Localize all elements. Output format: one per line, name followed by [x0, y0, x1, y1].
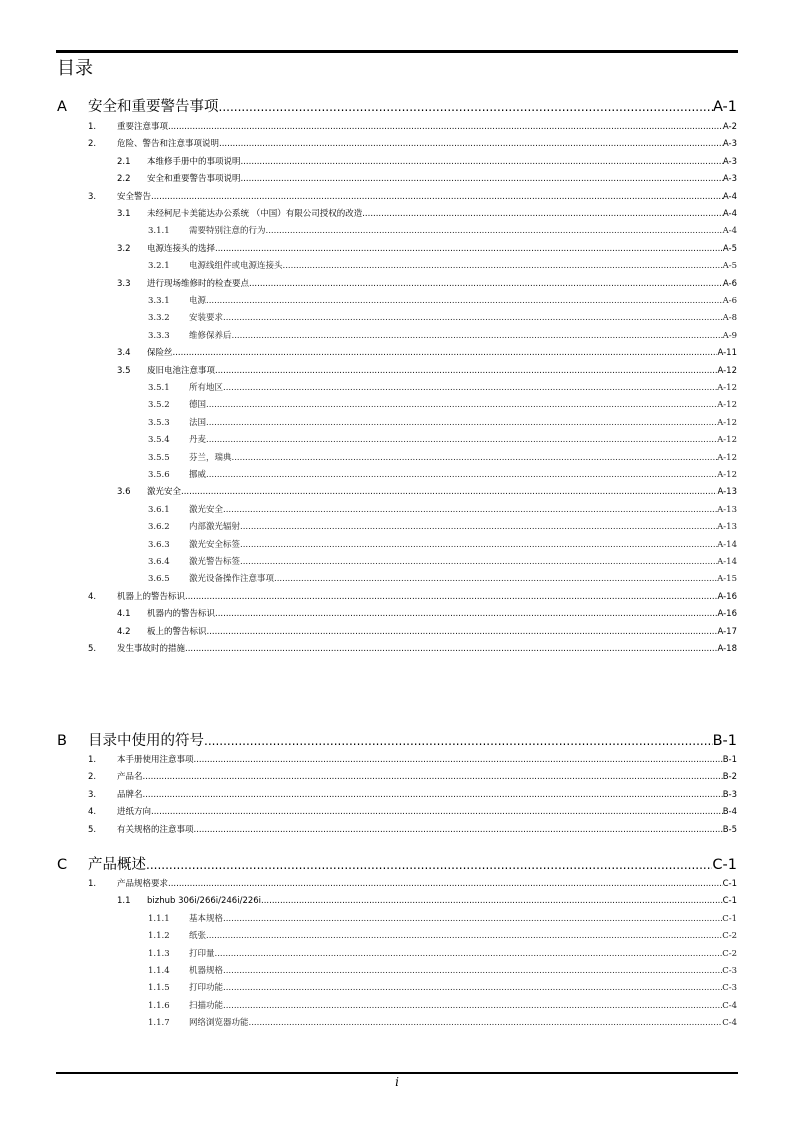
toc-entry[interactable] [148, 416, 737, 430]
entry-page-ref: C-1 [722, 913, 737, 924]
entry-page-ref: A-17 [717, 626, 737, 637]
leader-dots [194, 823, 723, 837]
entry-title: 安全和重要警告事项说明 [147, 174, 241, 185]
entry-number: 4. [88, 591, 97, 602]
toc-entry[interactable] [88, 590, 737, 604]
toc-entry[interactable] [148, 224, 737, 238]
entry-page-ref: A-5 [722, 243, 737, 254]
entry-title: 激光安全标签 [189, 539, 241, 550]
entry-title: 基本规格 [189, 913, 224, 924]
entry-title: 电源 [189, 296, 207, 306]
entry-page-ref: C-4 [722, 1018, 737, 1029]
leader-dots [204, 731, 713, 751]
leader-dots [206, 398, 717, 412]
entry-page-ref: A-9 [722, 330, 737, 341]
section-page-ref: C-1 [712, 857, 737, 873]
toc-entry[interactable] [88, 753, 737, 767]
toc-entry[interactable] [117, 172, 737, 186]
entry-number: 1.1.4 [148, 966, 170, 976]
leader-dots [223, 311, 723, 325]
entry-number: 3.6 [117, 487, 131, 498]
leader-dots [223, 381, 717, 395]
entry-page-ref: A-11 [717, 348, 737, 359]
entry-number: 5. [88, 644, 97, 654]
toc-entry[interactable] [117, 894, 737, 908]
section-title: 安全和重要警告事项 [88, 99, 219, 115]
toc-entry[interactable] [148, 555, 737, 569]
entry-number: 3.3 [117, 278, 131, 289]
toc-entry[interactable] [117, 364, 737, 378]
toc-entry[interactable] [88, 788, 737, 802]
section-page-ref: A-1 [712, 99, 737, 115]
toc-entry[interactable] [117, 485, 737, 499]
entry-number: 3.5.1 [148, 383, 170, 393]
entry-title: 安全警告 [117, 191, 152, 202]
entry-page-ref: A-3 [722, 174, 737, 185]
leader-dots [207, 625, 718, 639]
leader-dots [223, 912, 722, 926]
entry-number: 5. [88, 824, 97, 835]
entry-number: 3.4 [117, 348, 131, 359]
entry-number: 1. [88, 122, 97, 132]
toc-entry[interactable] [148, 398, 737, 412]
toc-entry[interactable] [148, 538, 737, 552]
entry-page-ref: A-3 [722, 139, 737, 150]
entry-title: 激光安全 [147, 487, 182, 498]
entry-title: 网络浏览器功能 [189, 1018, 249, 1029]
entry-number: 1.1.1 [148, 913, 170, 924]
entry-title: 机器上的警告标识 [117, 591, 186, 602]
toc-entry[interactable] [88, 120, 737, 134]
entry-page-ref: A-13 [717, 522, 737, 533]
entry-number: 2. [88, 772, 97, 783]
leader-dots [146, 855, 712, 875]
entry-title: 丹麦 [189, 435, 207, 446]
entry-title: 维修保养后 [189, 330, 232, 341]
leader-dots [206, 433, 717, 447]
entry-number: 1.1 [117, 896, 131, 907]
entry-page-ref: A-12 [717, 417, 737, 428]
entry-number: 3. [88, 789, 97, 800]
toc-entry[interactable] [148, 947, 737, 961]
toc-entry[interactable] [148, 964, 737, 978]
entry-page-ref: C-3 [722, 983, 737, 994]
leader-dots [223, 503, 717, 517]
leader-dots [219, 137, 723, 151]
toc-entry[interactable] [148, 929, 737, 943]
toc-entry[interactable] [148, 433, 737, 447]
toc-entry[interactable] [88, 877, 737, 891]
entry-number: 1.1.2 [148, 931, 170, 942]
toc-entry[interactable] [148, 912, 737, 926]
entry-number: 1. [88, 755, 97, 765]
toc-entry[interactable] [148, 503, 737, 517]
entry-number: 2.1 [117, 156, 131, 167]
entry-page-ref: C-1 [722, 896, 737, 907]
entry-page-ref: A-12 [717, 452, 737, 463]
entry-title: 纸张 [189, 931, 207, 942]
leader-dots [151, 190, 723, 204]
entry-page-ref: A-16 [717, 609, 737, 620]
entry-title: 安装要求 [189, 313, 224, 324]
entry-title: 机器规格 [189, 966, 224, 976]
entry-title: 挪威 [189, 470, 207, 480]
entry-page-ref: A-2 [722, 122, 737, 132]
leader-dots [206, 294, 723, 308]
toc-entry[interactable] [148, 468, 737, 482]
leader-dots [206, 468, 717, 482]
leader-dots [249, 277, 723, 291]
entry-number: 3.2.1 [148, 261, 170, 272]
entry-title: 危险、警告和注意事项说明 [117, 139, 220, 150]
entry-number: 4. [88, 807, 97, 818]
header-rule [56, 50, 738, 53]
leader-dots [223, 981, 722, 995]
entry-number: 3.5.2 [148, 400, 170, 411]
entry-number: 3.3.3 [148, 330, 170, 341]
leader-dots [240, 555, 717, 569]
toc-entry[interactable] [148, 329, 737, 343]
leader-dots [151, 805, 723, 819]
leader-dots [173, 346, 718, 360]
section-title: 产品概述 [88, 857, 146, 873]
leader-dots [223, 999, 722, 1013]
toc-entry[interactable] [117, 346, 737, 360]
leader-dots [283, 259, 723, 273]
page-title: 目录 [57, 58, 93, 79]
leader-dots [232, 329, 723, 343]
entry-page-ref: A-12 [717, 400, 737, 411]
entry-page-ref: A-15 [717, 574, 737, 585]
leader-dots [215, 242, 723, 256]
entry-title: 需要特别注意的行为 [189, 226, 266, 237]
toc-entry[interactable] [88, 137, 737, 151]
leader-dots [168, 877, 723, 891]
leader-dots [241, 155, 723, 169]
entry-page-ref: C-3 [722, 966, 737, 976]
leader-dots [215, 947, 723, 961]
entry-number: 3.5.3 [148, 417, 170, 428]
page-number: i [395, 1075, 399, 1089]
entry-number: 2.2 [117, 174, 131, 185]
entry-page-ref: B-2 [722, 772, 737, 783]
entry-title: 重要注意事项 [117, 122, 169, 132]
leader-dots [362, 207, 723, 221]
entry-number: 1.1.7 [148, 1018, 170, 1029]
toc-entry[interactable] [148, 294, 737, 308]
leader-dots [232, 451, 718, 465]
toc-entry[interactable] [88, 770, 737, 784]
toc-entry[interactable] [117, 242, 737, 256]
entry-page-ref: A-4 [722, 209, 737, 219]
entry-title: 保险丝 [147, 348, 173, 359]
leader-dots [261, 894, 723, 908]
entry-title: 板上的警告标识 [147, 626, 207, 637]
entry-title: 电源线组件或电源连接头 [189, 261, 283, 272]
entry-page-ref: B-4 [722, 807, 737, 818]
entry-number: 1. [88, 879, 97, 889]
entry-number: 3.1.1 [148, 226, 170, 237]
leader-dots [194, 753, 723, 767]
footer-rule [56, 1072, 738, 1074]
leader-dots [143, 770, 723, 784]
entry-title: 电源连接头的选择 [147, 243, 216, 254]
leader-dots [240, 538, 717, 552]
entry-page-ref: A-12 [717, 435, 737, 446]
leader-dots [249, 1016, 723, 1030]
toc-entry[interactable] [148, 259, 737, 273]
entry-title: 内部激光辐射 [189, 522, 241, 533]
entry-number: 3. [88, 191, 97, 202]
section-letter: A [57, 99, 67, 115]
toc-entry[interactable] [88, 805, 737, 819]
entry-number: 3.6.5 [148, 574, 170, 585]
entry-number: 2. [88, 139, 97, 150]
entry-number: 3.6.1 [148, 504, 170, 515]
entry-page-ref: B-1 [722, 755, 737, 765]
section-title: 目录中使用的符号 [88, 733, 204, 749]
entry-title: bizhub 306i/266i/246i/226i [147, 896, 262, 907]
entry-page-ref: A-12 [717, 470, 737, 480]
entry-number: 3.6.4 [148, 557, 170, 567]
entry-title: 芬兰，瑞典 [189, 452, 232, 463]
entry-title: 进纸方向 [117, 807, 152, 818]
leader-dots [181, 485, 717, 499]
entry-page-ref: A-13 [717, 504, 737, 515]
leader-dots [215, 607, 717, 621]
toc-entry[interactable] [117, 155, 737, 169]
toc-entry[interactable] [148, 381, 737, 395]
toc-section-a[interactable] [57, 97, 737, 117]
toc-entry[interactable] [148, 520, 737, 534]
leader-dots [219, 97, 713, 117]
toc-entry[interactable] [148, 311, 737, 325]
leader-dots [223, 964, 722, 978]
entry-title: 有关规格的注意事项 [117, 824, 194, 835]
entry-page-ref: A-3 [722, 156, 737, 167]
entry-number: 4.1 [117, 609, 131, 620]
section-letter: C [57, 857, 68, 873]
entry-title: 激光安全 [189, 504, 224, 515]
leader-dots [240, 520, 717, 534]
leader-dots [206, 929, 722, 943]
entry-title: 激光警告标签 [189, 557, 241, 567]
entry-page-ref: A-6 [722, 296, 737, 306]
toc-entry[interactable] [117, 607, 737, 621]
entry-title: 产品规格要求 [117, 879, 169, 889]
entry-title: 打印量 [189, 948, 215, 959]
entry-title: 打印功能 [189, 983, 224, 994]
entry-title: 本维修手册中的事项说明 [147, 156, 241, 167]
entry-page-ref: A-4 [722, 191, 737, 202]
toc-section-c[interactable] [57, 855, 737, 875]
toc-entry[interactable] [148, 981, 737, 995]
entry-number: 4.2 [117, 626, 131, 637]
entry-page-ref: C-2 [722, 948, 737, 959]
toc-entry[interactable] [88, 642, 737, 656]
leader-dots [168, 120, 723, 134]
entry-title: 发生事故时的措施 [117, 644, 186, 654]
toc-entry[interactable] [148, 572, 737, 586]
entry-page-ref: C-1 [722, 879, 737, 889]
entry-page-ref: A-5 [722, 261, 737, 272]
entry-title: 所有地区 [189, 383, 224, 393]
entry-number: 1.1.5 [148, 983, 170, 994]
entry-number: 3.3.1 [148, 296, 170, 306]
entry-page-ref: A-8 [722, 313, 737, 324]
entry-page-ref: A-6 [722, 278, 737, 289]
entry-page-ref: A-13 [717, 487, 737, 498]
toc-entry[interactable] [117, 625, 737, 639]
leader-dots [206, 416, 717, 430]
entry-page-ref: A-12 [717, 383, 737, 393]
leader-dots [215, 364, 717, 378]
entry-title: 扫描功能 [189, 1000, 224, 1011]
toc-entry[interactable] [148, 999, 737, 1013]
entry-title: 进行现场维修时的检查要点 [147, 278, 250, 289]
entry-page-ref: A-18 [717, 644, 737, 654]
entry-page-ref: A-16 [717, 591, 737, 602]
toc-entry[interactable] [148, 1016, 737, 1030]
entry-page-ref: B-5 [722, 824, 737, 835]
entry-number: 3.6.3 [148, 539, 170, 550]
entry-number: 3.1 [117, 209, 131, 219]
entry-title: 本手册使用注意事项 [117, 755, 194, 765]
entry-number: 3.6.2 [148, 522, 170, 533]
entry-page-ref: A-14 [717, 557, 737, 567]
entry-title: 法国 [189, 417, 207, 428]
entry-title: 德国 [189, 400, 207, 411]
entry-title: 产品名 [117, 772, 143, 783]
leader-dots [185, 590, 717, 604]
entry-number: 3.3.2 [148, 313, 170, 324]
leader-dots [274, 572, 717, 586]
section-letter: B [57, 733, 67, 749]
entry-number: 3.5.5 [148, 452, 170, 463]
leader-dots [185, 642, 717, 656]
toc-entry[interactable] [117, 277, 737, 291]
entry-page-ref: A-12 [717, 365, 737, 376]
entry-page-ref: A-14 [717, 539, 737, 550]
toc-entry[interactable] [117, 207, 737, 221]
entry-page-ref: B-3 [722, 789, 737, 800]
entry-number: 1.1.6 [148, 1000, 170, 1011]
leader-dots [266, 224, 723, 238]
section-page-ref: B-1 [712, 733, 737, 749]
entry-number: 3.2 [117, 243, 131, 254]
entry-number: 1.1.3 [148, 948, 170, 959]
toc-entry[interactable] [88, 823, 737, 837]
entry-title: 未经柯尼卡美能达办公系统 （中国）有限公司授权的改造 [147, 209, 363, 219]
leader-dots [241, 172, 723, 186]
entry-title: 激光设备操作注意事项 [189, 574, 275, 585]
entry-number: 3.5 [117, 365, 131, 376]
toc-entry[interactable] [148, 451, 737, 465]
entry-number: 3.5.6 [148, 470, 170, 480]
toc-entry[interactable] [88, 190, 737, 204]
entry-number: 3.5.4 [148, 435, 170, 446]
entry-title: 机器内的警告标识 [147, 609, 216, 620]
entry-page-ref: A-4 [722, 226, 737, 237]
toc-section-b[interactable] [57, 731, 737, 751]
leader-dots [143, 788, 723, 802]
entry-title: 品牌名 [117, 789, 143, 800]
entry-title: 废旧电池注意事项 [147, 365, 216, 376]
entry-page-ref: C-4 [722, 1000, 737, 1011]
entry-page-ref: C-2 [722, 931, 737, 942]
